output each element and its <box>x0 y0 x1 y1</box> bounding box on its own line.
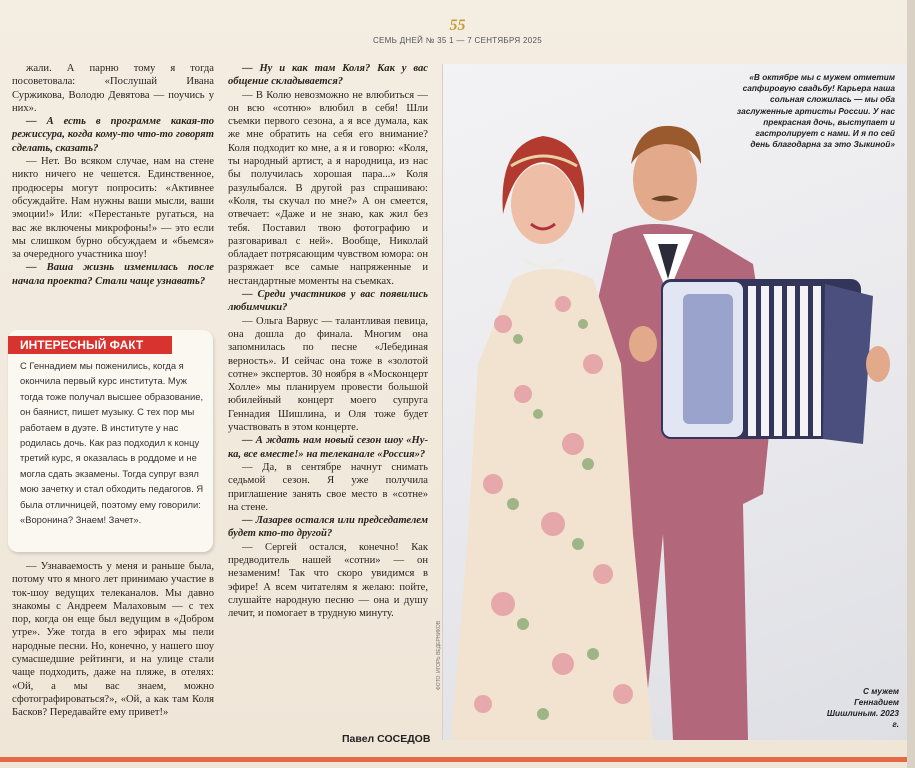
fact-box-text: С Геннадием мы поженились, когда я окончила первый курс института. Муж тогда тоже получал высшее образование, он баянист, пишет музыку. С тех пор мы работаем в дуэте. В институте у нас родилась дочь. Как раз подходил к концу третий курс, я оказалась в роддоме и не могла сдать экзамены. Тогда супруг взял мою зачетку и стал обходить педагогов. Я была отличницей, поэтому ему говорили: «Воронина? Знаем! Зачет». <box>20 360 204 526</box>
article-author: Павел СОСЕДОВ <box>342 733 431 745</box>
running-head: СЕМЬ ДНЕЙ № 35 1 — 7 СЕНТЯБРЯ 2025 <box>372 36 543 45</box>
interview-question: — Ваша жизнь изменилась после начала проекта? Стали чаще узнавать? <box>12 262 214 287</box>
interesting-fact-box <box>8 330 213 552</box>
interview-question: — Среди участников у вас появились любимчики? <box>228 289 428 314</box>
couple-illustration <box>443 64 909 740</box>
paragraph: — Да, в сентябре начнут снимать седьмой сезон. Я уже получила приглашение занять свое место в «сотне» на стене. <box>228 461 428 513</box>
paragraph: — Узнаваемость у меня и раньше была, потому что я много лет принимаю участие в ток-шоу ведущих телеканалов. Мы давно знакомы с Андреем Малаховым — с тех пор, когда он еще был ведущим в «Добром утре». Уже тогда в его эфирах мы пели народные песни. Но, конечно, у нашего шоу сумасшедшие рейтинги, и на улице стали чаще подходить, даже на пляже, в отелях: «Ой, а мы вас знаем, можно сфотографироваться?», «Ой, а как там Коля Басков? Передавайте ему привет!» <box>12 561 214 719</box>
photo-credit: ФОТО: ИГОРЬ ВЕДЕРНИКОВ <box>436 620 442 690</box>
paragraph: — Ольга Варвус — талантливая певица, она дошла до финала. Многим она запомнилась по песне «Лебединая верность». И сейчас она тоже в «золотой сотне» экспертов. 30 ноября в «Москонцерт Холле» мы планируем провести большой юбилейный концерт моего супруга Геннадия Шишлина, и Оля тоже будет участвовать в этом концерте. <box>228 315 428 434</box>
article-column-1-bottom <box>12 560 214 720</box>
paragraph: — В Колю невозможно не влюбиться — он всю «сотню» влюбил в себя! Шли съемки первого сезона, а я все думала, как же мне обратить на себя его внимание? Коля подходит ко мне, а я и говорю: «Коля, ты народный артист, а я народница, из нас бы получилась хорошая пара...» Коля разулыбался. В другой раз спрашиваю: «Коля, ты скучал по мне?» А он смеется, отвечает: «Даже и не знаю, как жил без тебя. Поставил твою фотографию и разговаривал с ней». Вообще, Николай обладает потрясающим чувством юмора: он разряжает все самые напряженные и нестандартные моменты на съемках. <box>228 89 428 287</box>
paragraph: — Нет. Во всяком случае, нам на стене никто ничего не чешется. Единственное, продюсеры могут попросить: «Активнее обсуждайте. Нам нужны ваши мысли, ваши эмоции!» Или: «Перестаньте ругаться, на вас же включены микрофоны!» — это если мы слишком бурно обсуждаем и «бьемся» за очередного участника шоу! <box>12 156 214 261</box>
page-edge <box>907 0 915 768</box>
bottom-accent-line <box>0 757 915 762</box>
couple-photo <box>442 64 909 740</box>
photo-quote-caption: «В октябре мы с мужем отметим сапфировую свадьбу! Карьера наша сольная сложилась — мы оба заслуженные артисты России. У нас прекрасная дочь, выступает и гастролирует с нами. И я по сей день благодарна за это Зыкиной» <box>736 72 895 150</box>
article-column-2 <box>228 62 428 620</box>
interview-question: — Ну и как там Коля? Как у вас общение складывается? <box>228 63 428 88</box>
photo-caption: С мужем Геннадием Шишлиным. 2023 г. <box>826 686 899 729</box>
page-header <box>0 18 915 45</box>
paragraph: жали. А парню тому я тогда посоветовала: «Послушай Ивана Суржикова, Володю Девятова — поучись у них». <box>12 63 214 114</box>
interview-question: — Лазарев остался или председателем будет кто-то другой? <box>228 515 428 540</box>
paragraph: — Сергей остался, конечно! Как предводитель нашей «сотни» — он незаменим! Так что скоро увидимся в эфире! А всем читателям я желаю: пойте, слушайте народную песню — она и душу лечит, и помогает в трудную минуту. <box>228 541 428 620</box>
interview-question: — А есть в программе какая-то режиссура, когда кому-то что-то говорят сделать, сказать? <box>12 116 214 154</box>
page-number: 55 <box>449 17 466 34</box>
fact-box-title: ИНТЕРЕСНЫЙ ФАКТ <box>8 336 172 354</box>
interview-question: — А ждать нам новый сезон шоу «Ну-ка, все вместе!» на телеканале «Россия»? <box>228 435 428 460</box>
article-column-1 <box>12 62 214 288</box>
